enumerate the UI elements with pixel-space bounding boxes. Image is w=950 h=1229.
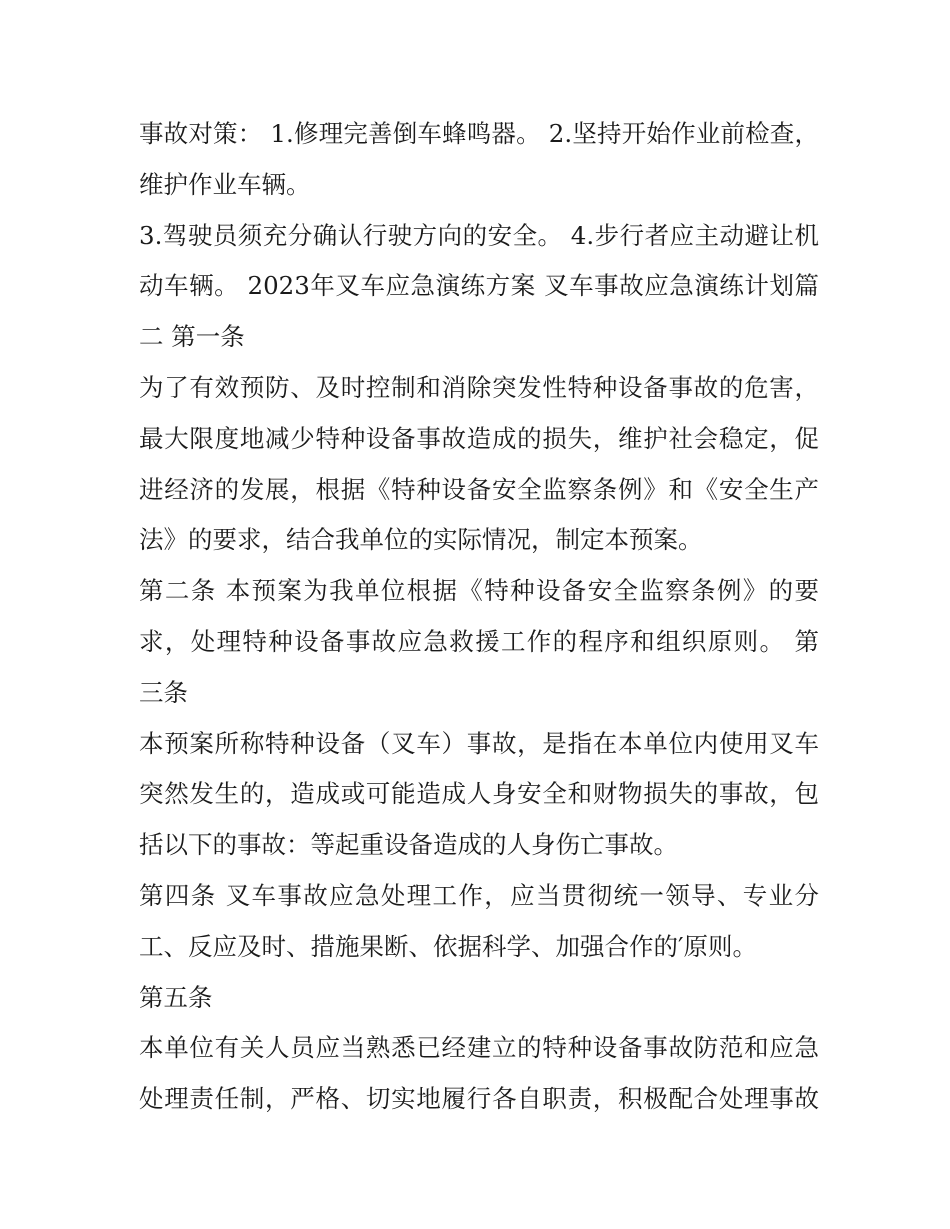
- text-line: 括以下的事故：等起重设备造成的人身伤亡事故。: [139, 830, 678, 860]
- text-line: 3.驾驶员须充分确认行驶方向的安全。 4.步行者应主动避让机: [139, 220, 819, 250]
- text-line: 突然发生的，造成或可能造成人身安全和财物损失的事故，包: [139, 779, 819, 809]
- document-body: [139, 109, 819, 1125]
- text-line: 本预案所称特种设备（叉车）事故，是指在本单位内使用叉车: [139, 728, 819, 758]
- text-line: 本单位有关人员应当熟悉已经建立的特种设备事故防范和应急: [139, 1033, 819, 1063]
- text-line: 二 第一条: [139, 322, 245, 352]
- text-line: 第五条: [139, 982, 213, 1012]
- text-line: 事故对策： 1.修理完善倒车蜂鸣器。 2.坚持开始作业前检查，: [139, 119, 819, 148]
- text-line: 处理责任制，严格、切实地履行各自职责，积极配合处理事故: [139, 1084, 819, 1114]
- text-line: 进经济的发展，根据《特种设备安全监察条例》和《安全生产: [139, 474, 819, 504]
- text-line: 维护作业车辆。: [139, 169, 311, 199]
- text-line: 第四条 叉车事故应急处理工作，应当贯彻统一领导、专业分: [139, 880, 819, 910]
- text-line: 动车辆。 2023年叉车应急演练方案 叉车事故应急演练计划篇: [139, 271, 819, 301]
- text-line: 最大限度地减少特种设备事故造成的损失，维护社会稳定，促: [139, 423, 819, 453]
- text-line: 三条: [139, 677, 188, 707]
- text-line: 第二条 本预案为我单位根据《特种设备安全监察条例》的要: [139, 576, 819, 606]
- text-line: 求，处理特种设备事故应急救援工作的程序和组织原则。 第: [139, 626, 819, 656]
- text-line: 为了有效预防、及时控制和消除突发性特种设备事故的危害，: [139, 372, 819, 402]
- text-line: 法》的要求，结合我单位的实际情况，制定本预案。: [139, 525, 703, 555]
- text-line: 工、反应及时、措施果断、依据科学、加强合作的′原则。: [139, 931, 758, 961]
